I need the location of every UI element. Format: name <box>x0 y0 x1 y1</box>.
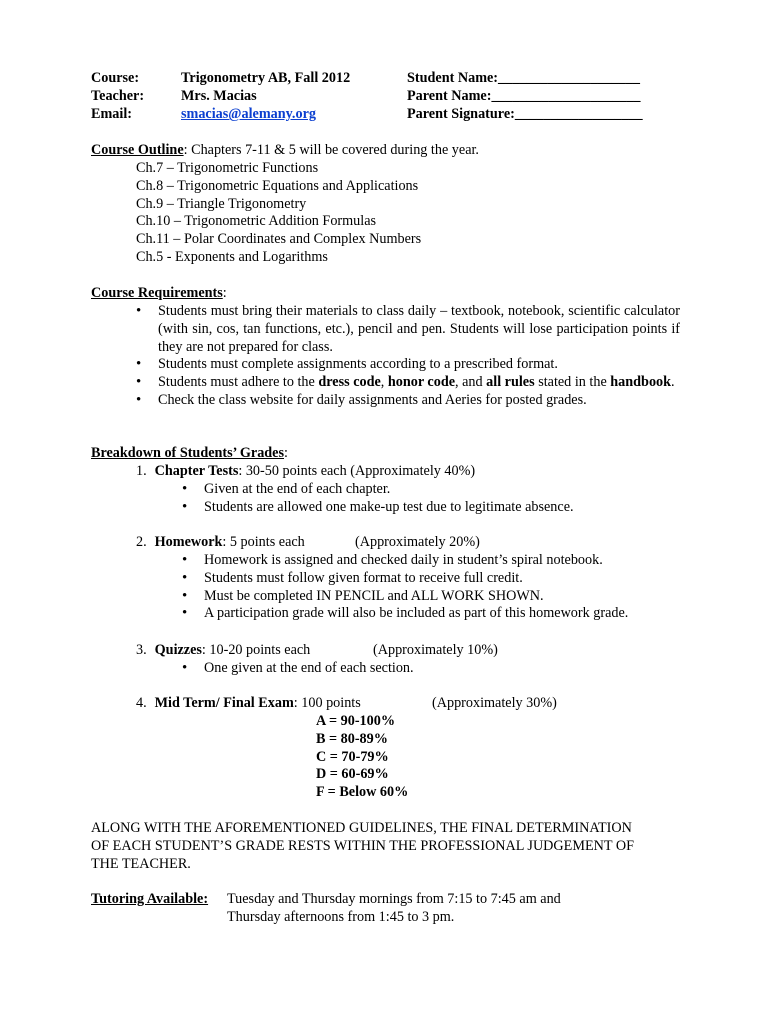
list-item: • A participation grade will also be included as part of this homework grade. <box>180 605 628 623</box>
grade-item-number: 3. <box>136 642 147 658</box>
requirements-list <box>134 303 680 410</box>
grade-item-number: 4. <box>136 695 147 711</box>
tutoring-schedule <box>227 891 561 927</box>
course-value: Trigonometry AB, Fall 2012 <box>181 70 351 86</box>
chapter-item: Ch.11 – Polar Coordinates and Complex Numbers <box>136 231 422 248</box>
requirement-text: Students must adhere to the <box>158 374 319 391</box>
teacher-email-link[interactable]: smacias@alemany.org <box>181 106 316 122</box>
grade-item-homework <box>136 534 305 552</box>
chapter-item: Ch.8 – Trigonometric Equations and Applications <box>136 177 419 194</box>
breakdown-colon: : <box>284 445 288 461</box>
chapter-item: Ch.9 – Triangle Trigonometry <box>136 195 307 212</box>
requirement-item: • Check the class website for daily assignments and Aeries for posted grades. <box>134 392 680 410</box>
requirement-text: , <box>380 374 388 391</box>
chapter-item: Ch.7 – Trigonometric Functions <box>136 160 319 176</box>
chapter-list <box>136 160 421 267</box>
homework-percent: (Approximately 20%) <box>355 534 480 550</box>
all-rules-text: all rules <box>486 374 535 391</box>
list-item: • Students must follow given format to receive full credit. <box>180 570 628 588</box>
grade-scale-item: B = 80-89% <box>316 730 388 747</box>
course-label: Course: <box>91 70 140 86</box>
grade-item-quizzes <box>136 642 310 660</box>
course-requirements-title <box>91 285 227 303</box>
requirement-text: . <box>671 374 675 391</box>
course-outline-intro <box>91 142 479 160</box>
course-requirements-heading: Course Requirements <box>91 285 223 301</box>
exam-percent: (Approximately 30%) <box>432 695 557 711</box>
grade-item-detail: : 5 points each <box>222 534 305 550</box>
grade-scale-item: F = Below 60% <box>316 784 409 801</box>
parent-signature-field: Parent Signature:__________________ <box>407 106 643 122</box>
honor-code-text: honor code <box>387 374 456 391</box>
list-item: • Students are allowed one make-up test due to legitimate absence. <box>180 499 574 517</box>
breakdown-title <box>91 445 288 463</box>
statement-line: ALONG WITH THE AFOREMENTIONED GUIDELINES, THE FINAL DETERMINATION <box>91 820 632 836</box>
grading-statement <box>91 820 634 873</box>
requirement-text: , and <box>455 374 487 391</box>
list-item: • One given at the end of each section. <box>180 660 414 678</box>
list-item: • Must be completed IN PENCIL and ALL WORK SHOWN. <box>180 588 628 606</box>
grade-item-detail: : 30-50 points each (Approximately 40%) <box>238 463 476 479</box>
grade-item-tests <box>136 463 475 481</box>
statement-line: OF EACH STUDENT’S GRADE RESTS WITHIN THE PROFESSIONAL JUDGEMENT OF <box>91 837 634 854</box>
course-outline-intro-text: : Chapters 7-11 & 5 will be covered during the year. <box>183 142 479 158</box>
course-outline-heading: Course Outline <box>91 142 184 158</box>
chapter-item: Ch.5 - Exponents and Logarithms <box>136 248 328 265</box>
quizzes-percent: (Approximately 10%) <box>373 642 498 658</box>
grade-item-number: 2. <box>136 534 147 550</box>
homework-bullets <box>180 552 628 623</box>
statement-line: THE TEACHER. <box>91 855 191 872</box>
list-item: • Given at the end of each chapter. <box>180 481 574 499</box>
grade-item-title: Quizzes <box>154 642 202 658</box>
chapter-item: Ch.10 – Trigonometric Addition Formulas <box>136 213 377 230</box>
teacher-value: Mrs. Macias <box>181 88 257 104</box>
email-label: Email: <box>91 106 132 122</box>
tests-bullets <box>180 481 574 517</box>
grade-scale-item: A = 90-100% <box>316 713 396 729</box>
parent-name-field: Parent Name:_____________________ <box>407 88 641 104</box>
quizzes-bullets <box>180 660 414 678</box>
list-item: • Homework is assigned and checked daily in student’s spiral notebook. <box>180 552 628 570</box>
tutoring-line: Thursday afternoons from 1:45 to 3 pm. <box>227 908 455 925</box>
tutoring-line: Tuesday and Thursday mornings from 7:15 to 7:45 am and <box>227 891 561 907</box>
grade-scale-item: D = 60-69% <box>316 766 389 783</box>
course-requirements-colon: : <box>222 285 227 301</box>
requirement-item: • Students must complete assignments according to a prescribed format. <box>134 356 680 374</box>
dress-code-text: dress code <box>318 374 381 391</box>
grade-item-number: 1. <box>136 463 147 479</box>
requirement-item: • Students must bring their materials to class daily – textbook, notebook, scientific calculator (with sin, cos, tan functions, etc.), pencil and pen. Students will lose participation points if they are not prepared for class. <box>134 303 680 356</box>
grade-scale <box>316 713 408 802</box>
grade-item-title: Homework <box>154 534 223 550</box>
breakdown-heading: Breakdown of Students’ Grades <box>91 445 284 461</box>
grade-item-title: Chapter Tests <box>154 463 239 479</box>
teacher-label: Teacher: <box>91 88 145 104</box>
tutoring-label: Tutoring Available: <box>91 891 209 907</box>
student-name-field: Student Name:____________________ <box>407 70 640 86</box>
grade-item-detail: : 100 points <box>293 695 361 711</box>
grade-scale-item: C = 70-79% <box>316 748 389 765</box>
grade-item-exam <box>136 695 361 713</box>
requirement-text: stated in the <box>534 374 611 391</box>
grade-item-detail: : 10-20 points each <box>201 642 311 658</box>
handbook-text: handbook <box>610 374 672 391</box>
requirement-item <box>134 374 680 392</box>
grade-item-title: Mid Term/ Final Exam <box>154 695 294 711</box>
